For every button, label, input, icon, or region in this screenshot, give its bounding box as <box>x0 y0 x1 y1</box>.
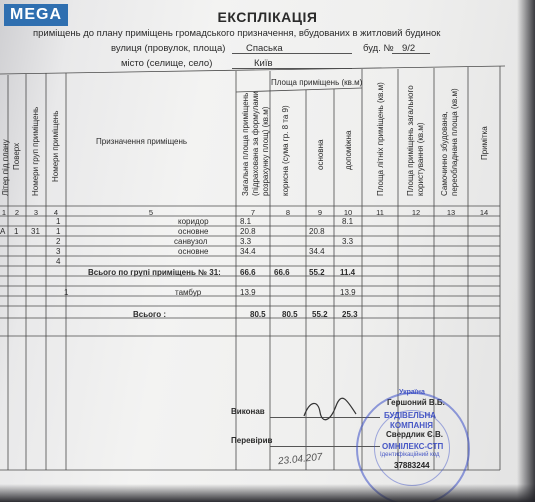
header-main: основна <box>316 139 325 170</box>
building-label: буд. № <box>363 43 394 54</box>
document-title: ЕКСПЛІКАЦІЯ <box>217 9 318 25</box>
stamp-code-label: Ідентифікаційний код <box>380 452 440 458</box>
row-aux: 3.3 <box>342 237 354 246</box>
header-room-number: Номери приміщень <box>51 110 60 182</box>
row-total: 20.8 <box>240 227 256 236</box>
grand-total-label: Всього : <box>133 310 167 319</box>
stamp-country: Україна <box>399 389 425 396</box>
executor-name: Гершоний В.Б. <box>387 398 445 407</box>
header-lit: Літер під плану <box>1 139 10 196</box>
tambur-total: 13.9 <box>240 288 256 297</box>
row-lit: А <box>0 227 6 236</box>
group-total-useful: 66.6 <box>274 268 290 277</box>
group-total-main: 55.2 <box>309 268 325 277</box>
row-purpose: коридор <box>178 217 209 226</box>
row-total: 3.3 <box>240 237 252 246</box>
street-value: Спаська <box>246 43 283 54</box>
stamp-line1: БУДІВЕЛЬНА <box>384 411 437 420</box>
grand-total-main: 55.2 <box>312 310 328 319</box>
row-purpose: основне <box>178 247 209 256</box>
row-total: 8.1 <box>240 217 252 226</box>
row-num: 4 <box>56 257 61 266</box>
col-number: 10 <box>343 208 353 217</box>
row-num: 1 <box>56 227 61 236</box>
col-number: 12 <box>411 208 421 217</box>
row-group: 31 <box>31 227 40 236</box>
col-number: 14 <box>479 208 489 217</box>
col-number: 2 <box>14 208 20 217</box>
group-total-aux: 11.4 <box>340 268 356 277</box>
header-unauthorized: Самочинно збудована, переобладнана площа (кв.м) <box>440 88 459 196</box>
tambur-aux: 13.9 <box>340 288 356 297</box>
col-number: 13 <box>446 208 456 217</box>
row-total: 34.4 <box>240 247 256 256</box>
header-useful: корисна (сума гр. 8 та 9) <box>281 105 290 196</box>
col-number: 7 <box>250 208 256 217</box>
row-num: 1 <box>56 217 61 226</box>
checker-label: Перевірив <box>231 436 273 445</box>
tambur-purpose: тамбур <box>175 288 202 297</box>
grand-total-total: 80.5 <box>250 310 266 319</box>
col-number: 5 <box>148 208 154 217</box>
header-purpose: Призначення приміщень <box>96 137 188 146</box>
executor-signature <box>300 396 360 426</box>
grand-total-aux: 25.3 <box>342 310 358 319</box>
col-number: 8 <box>285 208 291 217</box>
row-main: 20.8 <box>309 227 325 236</box>
row-purpose: санвузол <box>174 237 208 246</box>
col-number: 3 <box>33 208 39 217</box>
col-number: 1 <box>1 208 7 217</box>
mega-badge: MEGA <box>4 4 68 26</box>
header-common: Площа приміщень загального користування (кв.м) <box>406 85 425 196</box>
street-label: вулиця (провулок, площа) <box>111 43 226 54</box>
header-summer: Площа літніх приміщень (кв.м) <box>376 82 385 196</box>
header-total-area: Загальна площа приміщень (підрахована за формулами розрахунку площ) (кв.м) <box>241 91 270 196</box>
row-aux: 8.1 <box>342 217 354 226</box>
col-number: 4 <box>53 208 59 217</box>
row-num: 2 <box>56 237 61 246</box>
handwritten-date: 23.04.207 <box>277 451 323 468</box>
header-aux: допоміжна <box>344 130 353 170</box>
checker-name: Свердлик Є.В. <box>386 430 443 439</box>
tambur-num: 1 <box>64 288 69 297</box>
building-value: 9/2 <box>402 43 416 54</box>
row-purpose: основне <box>178 227 209 236</box>
city-value: Київ <box>254 58 273 69</box>
header-area-group: Площа приміщень (кв.м) <box>271 78 363 87</box>
col-number: 9 <box>317 208 323 217</box>
page-bottom-shadow <box>0 484 535 502</box>
page-edge-shadow <box>517 0 535 502</box>
executor-label: Виконав <box>231 407 265 416</box>
grand-total-useful: 80.5 <box>282 310 298 319</box>
header-note: Примітка <box>480 126 489 160</box>
row-main: 34.4 <box>309 247 325 256</box>
group-total-label: Всього по групі приміщень № 31: <box>88 268 221 277</box>
col-number: 11 <box>376 208 384 217</box>
stamp-line3: ОМНІЛЕКС-СТП <box>382 442 444 451</box>
row-floor: 1 <box>14 227 19 236</box>
header-floor: Поверх <box>12 142 21 170</box>
city-label: місто (селище, село) <box>121 58 213 69</box>
stamp-line2: КОМПАНІЯ <box>390 421 434 430</box>
subtitle: приміщень до плану приміщень громадського призначення, вбудованих в житловий будинок <box>33 28 441 39</box>
stamp-code: 37883244 <box>394 461 430 470</box>
group-total-total: 66.6 <box>240 268 256 277</box>
header-group: Номери груп приміщень <box>31 106 40 196</box>
row-num: 3 <box>56 247 61 256</box>
